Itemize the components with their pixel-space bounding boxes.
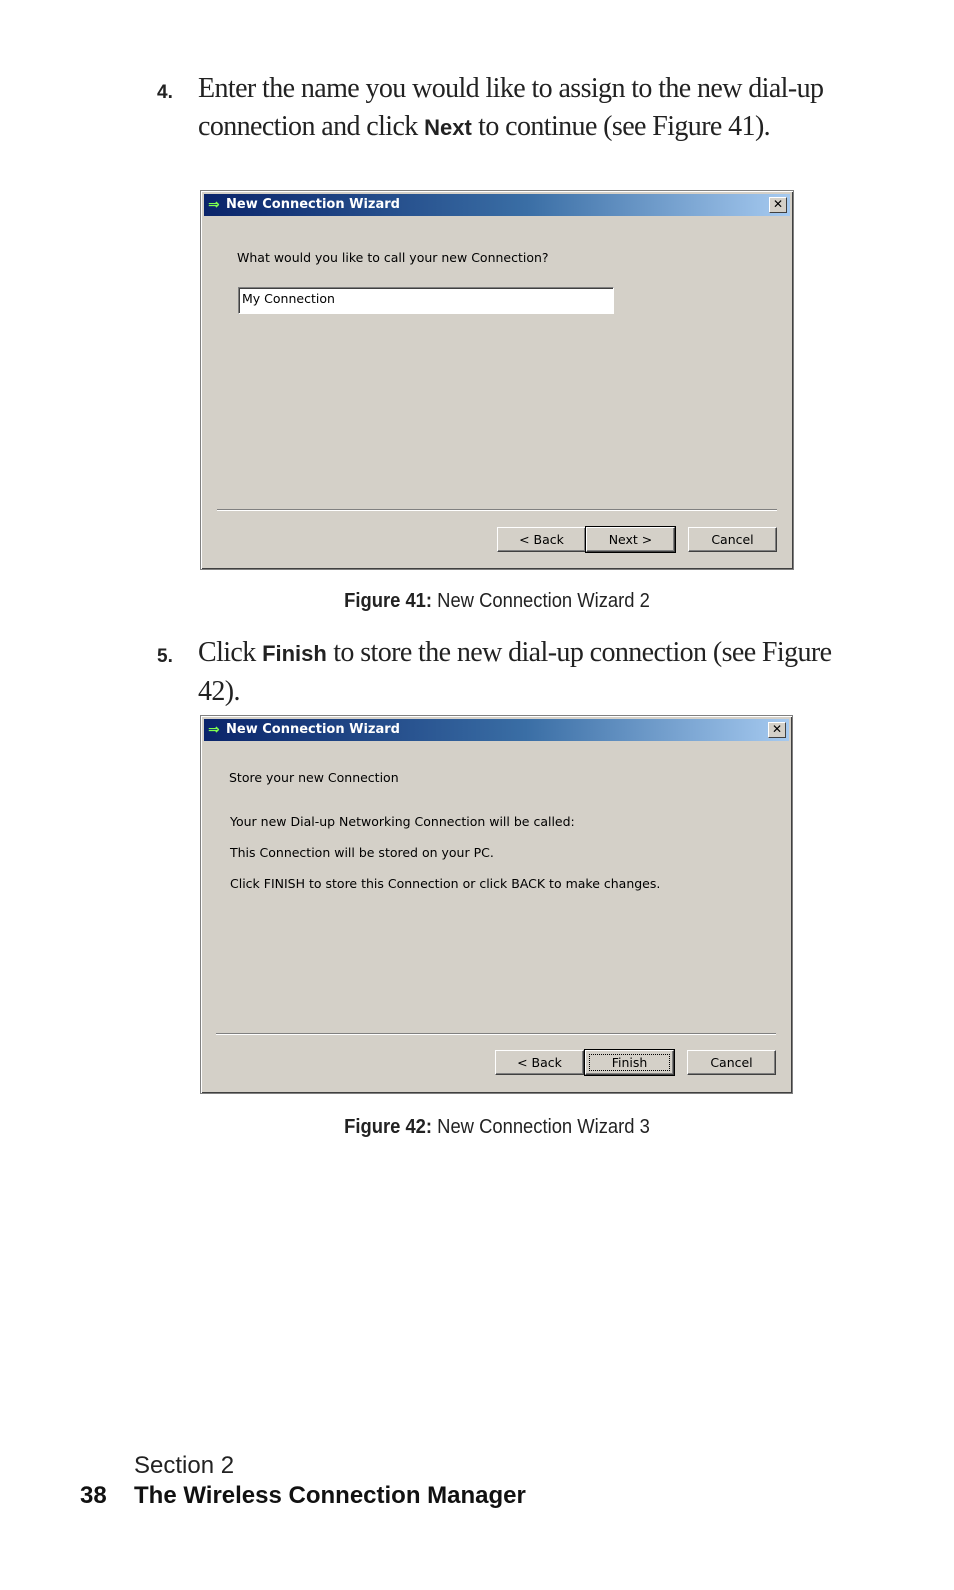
step-bold-term: Finish: [262, 641, 327, 666]
close-button[interactable]: [768, 722, 786, 738]
separator: [217, 509, 777, 511]
window-title: New Connection Wizard: [226, 197, 400, 212]
figure-label: Figure 42:: [344, 1116, 433, 1138]
step-5: [157, 634, 877, 711]
step-text-part: to continue (see Figure 41).: [471, 111, 771, 142]
step-bold-term: Next: [424, 115, 472, 140]
step-text-part: Enter the name you would like to assign to the new dial-up connection and click: [198, 73, 824, 142]
figure-label: Figure 41:: [344, 590, 433, 612]
cancel-button[interactable]: [688, 527, 777, 552]
wizard-dialog-store: [200, 715, 793, 1094]
step-4: [157, 70, 857, 147]
step-number: 5.: [157, 646, 173, 667]
back-button-label: < Back: [519, 532, 564, 547]
step-number: 4.: [157, 82, 173, 103]
cancel-button-label: Cancel: [710, 1055, 753, 1070]
store-line-3: Click FINISH to store this Connection or click BACK to make changes.: [230, 876, 661, 891]
cancel-button-label: Cancel: [711, 532, 754, 547]
next-button-label: Next >: [608, 532, 653, 547]
title-bar[interactable]: [204, 719, 789, 741]
separator: [216, 1033, 776, 1035]
connection-icon: ⇒: [208, 722, 220, 738]
finish-button-label: Finish: [589, 1054, 671, 1071]
close-button[interactable]: [769, 197, 787, 213]
connection-name-input[interactable]: My Connection: [238, 287, 614, 314]
figure-caption-text: New Connection Wizard 2: [432, 590, 650, 612]
back-button-label: < Back: [517, 1055, 562, 1070]
close-icon: ✕: [772, 197, 784, 211]
step-text-part: Click: [198, 637, 263, 668]
wizard-dialog-name: [200, 190, 794, 570]
back-button[interactable]: [497, 527, 586, 552]
title-bar[interactable]: [204, 194, 790, 216]
figure-41-caption: [40, 590, 954, 613]
store-line-2: This Connection will be stored on your PC.: [230, 845, 494, 860]
step-text: [198, 70, 857, 147]
step-text-part: to store the new dial-up connection (see Figure 42).: [198, 637, 832, 707]
chapter-title: The Wireless Connection Manager: [134, 1482, 526, 1509]
step-text: [198, 634, 877, 711]
store-heading: Store your new Connection: [229, 770, 399, 785]
figure-caption-text: New Connection Wizard 3: [432, 1116, 650, 1138]
store-line-1: Your new Dial-up Networking Connection will be called:: [230, 814, 575, 829]
figure-42-caption: [40, 1116, 954, 1139]
footer-title: [80, 1482, 526, 1510]
back-button[interactable]: [495, 1050, 584, 1075]
close-icon: ✕: [771, 722, 783, 736]
window-title: New Connection Wizard: [226, 722, 400, 737]
cancel-button[interactable]: [687, 1050, 776, 1075]
connection-icon: ⇒: [208, 197, 220, 213]
footer-section-label: Section 2: [134, 1452, 235, 1479]
connection-name-prompt: What would you like to call your new Connection?: [237, 250, 549, 265]
page-number: 38: [80, 1482, 107, 1509]
finish-button[interactable]: [585, 1050, 674, 1075]
next-button[interactable]: [586, 527, 675, 552]
